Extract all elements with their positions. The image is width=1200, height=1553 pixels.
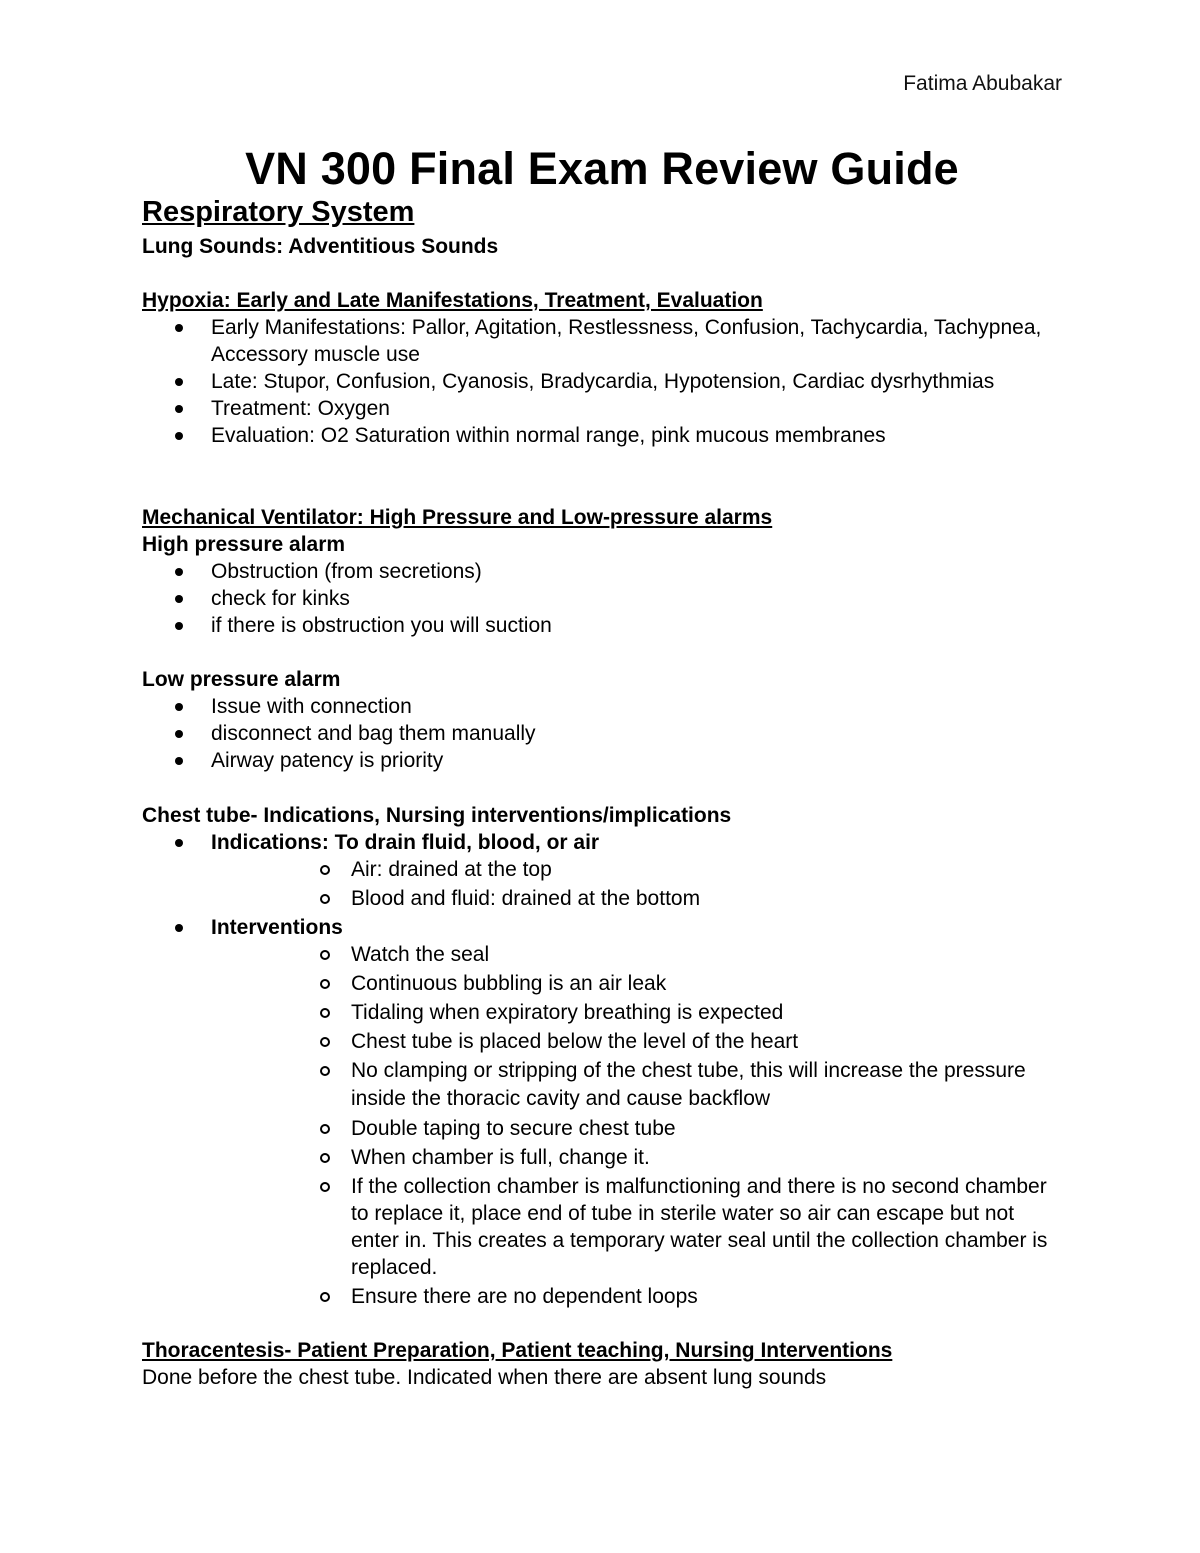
list-item: When chamber is full, change it. (211, 1144, 1062, 1171)
circle-bullet-icon (320, 1124, 330, 1134)
bullet-icon (175, 324, 183, 332)
list-item: Obstruction (from secretions) (142, 558, 1062, 585)
bullet-icon (175, 405, 183, 413)
ventilator-block (142, 504, 1062, 639)
low-pressure-block (142, 666, 1062, 774)
circle-bullet-icon (320, 979, 330, 989)
circle-bullet-icon (320, 1292, 330, 1302)
lung-sounds-heading: Lung Sounds: Adventitious Sounds (142, 235, 499, 258)
thoracentesis-heading: Thoracentesis- Patient Preparation, Patient teaching, Nursing Interventions (142, 1339, 893, 1362)
chest-tube-list (142, 829, 1062, 1310)
list-item: Treatment: Oxygen (142, 395, 1062, 422)
interventions-label: Interventions (211, 916, 343, 939)
list-item: If the collection chamber is malfunctioning and there is no second chamber to replace it, place end of tube in sterile water so air can escape but not enter in. This creates a temporary water seal until the collection chamber is replaced. (211, 1173, 1062, 1281)
bullet-icon (175, 595, 183, 603)
bullet-icon (175, 757, 183, 765)
hypoxia-heading: Hypoxia: Early and Late Manifestations, Treatment, Evaluation (142, 289, 763, 312)
ventilator-heading: Mechanical Ventilator: High Pressure and Low-pressure alarms (142, 506, 773, 529)
hypoxia-block (142, 287, 1062, 449)
circle-bullet-icon (320, 1182, 330, 1192)
bullet-icon (175, 378, 183, 386)
list-item: Watch the seal (211, 941, 1062, 968)
thoracentesis-block (142, 1337, 1062, 1391)
list-item: Late: Stupor, Confusion, Cyanosis, Bradycardia, Hypotension, Cardiac dysrhythmias (142, 368, 1062, 395)
high-pressure-label: High pressure alarm (142, 533, 346, 556)
document-title: VN 300 Final Exam Review Guide (245, 143, 959, 194)
low-pressure-list (142, 693, 1062, 774)
interventions-list (211, 941, 1062, 1310)
circle-bullet-icon (320, 1066, 330, 1076)
list-item: Ensure there are no dependent loops (211, 1283, 1062, 1310)
indications-label: Indications: To drain fluid, blood, or air (211, 831, 600, 854)
list-item: Double taping to secure chest tube (211, 1115, 1062, 1142)
bullet-icon (175, 622, 183, 630)
circle-bullet-icon (320, 950, 330, 960)
list-item: disconnect and bag them manually (142, 720, 1062, 747)
bullet-icon (175, 432, 183, 440)
bullet-icon (175, 703, 183, 711)
chest-tube-heading: Chest tube- Indications, Nursing interventions/implications (142, 804, 732, 827)
list-item (142, 829, 1062, 912)
bullet-icon (175, 839, 183, 847)
low-pressure-label: Low pressure alarm (142, 668, 341, 691)
list-item (142, 914, 1062, 1310)
lung-sounds-block (142, 233, 1062, 260)
high-pressure-list (142, 558, 1062, 639)
list-item: Evaluation: O2 Saturation within normal range, pink mucous membranes (142, 422, 1062, 449)
bullet-icon (175, 924, 183, 932)
list-item: if there is obstruction you will suction (142, 612, 1062, 639)
bullet-icon (175, 730, 183, 738)
list-item: Tidaling when expiratory breathing is expected (211, 999, 1062, 1026)
list-item: Issue with connection (142, 693, 1062, 720)
chest-tube-block (142, 802, 1062, 1312)
list-item: Blood and fluid: drained at the bottom (211, 885, 1062, 912)
hypoxia-list (142, 314, 1062, 449)
list-item: Chest tube is placed below the level of the heart (211, 1028, 1062, 1055)
list-item: Airway patency is priority (142, 747, 1062, 774)
circle-bullet-icon (320, 865, 330, 875)
list-item: Early Manifestations: Pallor, Agitation, Restlessness, Confusion, Tachycardia, Tachypnea, Accessory muscle use (142, 314, 1062, 368)
list-item: check for kinks (142, 585, 1062, 612)
list-item: No clamping or stripping of the chest tube, this will increase the pressure inside the thoracic cavity and cause backflow (211, 1057, 1062, 1113)
circle-bullet-icon (320, 1037, 330, 1047)
circle-bullet-icon (320, 894, 330, 904)
thoracentesis-text: Done before the chest tube. Indicated when there are absent lung sounds (142, 1366, 827, 1389)
author-name: Fatima Abubakar (903, 72, 1062, 95)
circle-bullet-icon (320, 1008, 330, 1018)
list-item: Continuous bubbling is an air leak (211, 970, 1062, 997)
circle-bullet-icon (320, 1153, 330, 1163)
bullet-icon (175, 568, 183, 576)
section-title-respiratory: Respiratory System (142, 196, 415, 228)
indications-list (211, 856, 1062, 912)
list-item: Air: drained at the top (211, 856, 1062, 883)
